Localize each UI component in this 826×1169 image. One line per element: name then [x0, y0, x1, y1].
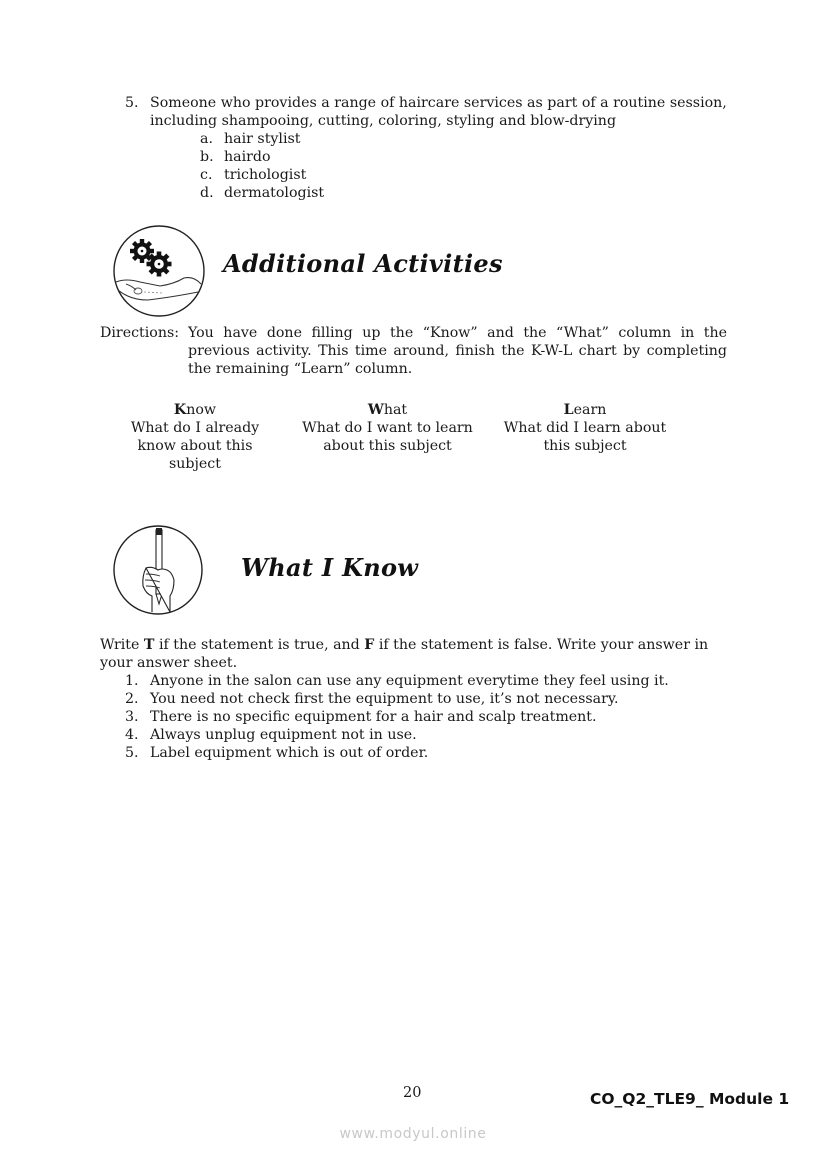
- kwl-chart: [110, 401, 690, 473]
- kwl-column-what: [280, 401, 495, 473]
- option-a: a. hair stylist: [200, 131, 301, 147]
- directions-text: You have done filling up the “Know” and the “What” column in the previous activity. This time around, finish the K-W-L chart by completing the remaining “Learn” column.: [188, 325, 727, 377]
- option-b: b. hairdo: [200, 149, 271, 165]
- kwl-description: What did I learn about this subject: [503, 420, 667, 454]
- question-stem: Someone who provides a range of haircare services as part of a routine session, including shampooing, cutting, coloring, styling and blow-drying: [150, 95, 727, 129]
- section-title-what-i-know: What I Know: [241, 553, 419, 582]
- watermark: www.modyul.online: [339, 1126, 487, 1142]
- statement-item: 3. There is no specific equipment for a hair and scalp treatment.: [125, 709, 597, 725]
- page-number: 20: [403, 1085, 422, 1101]
- what-i-know-instruction: Write T if the statement is true, and F if the statement is false. Write your answer in your answer sheet.: [100, 637, 709, 671]
- directions-label: Directions:: [100, 325, 180, 341]
- kwl-description: What do I want to learn about this subject: [302, 420, 473, 454]
- kwl-column-know: [110, 401, 280, 473]
- statement-item: 1. Anyone in the salon can use any equipment everytime they feel using it.: [125, 673, 669, 689]
- directions: [100, 324, 727, 378]
- true-marker: T: [143, 637, 155, 653]
- gears-in-hand-icon: [112, 224, 208, 318]
- statement-item: 5. Label equipment which is out of order.: [125, 745, 429, 761]
- kwl-column-learn: [495, 401, 675, 473]
- statement-list: [125, 672, 725, 762]
- section-title-additional-activities: Additional Activities: [223, 249, 503, 278]
- statement-item: 2. You need not check first the equipment to use, it’s not necessary.: [125, 691, 619, 707]
- kwl-heading: What: [367, 402, 408, 418]
- kwl-description: What do I already know about this subject: [130, 420, 260, 472]
- false-marker: F: [364, 637, 375, 653]
- option-c: c. trichologist: [200, 167, 307, 183]
- option-d: d. dermatologist: [200, 185, 325, 201]
- answer-options: [200, 130, 745, 202]
- kwl-heading: Learn: [563, 402, 607, 418]
- module-code: CO_Q2_TLE9_ Module 1: [590, 1090, 790, 1108]
- statement-item: 4. Always unplug equipment not in use.: [125, 727, 417, 743]
- kwl-heading: Know: [173, 402, 217, 418]
- question-5: [125, 94, 745, 202]
- question-number: 5.: [125, 95, 139, 111]
- hand-holding-pencil-icon: [112, 524, 204, 616]
